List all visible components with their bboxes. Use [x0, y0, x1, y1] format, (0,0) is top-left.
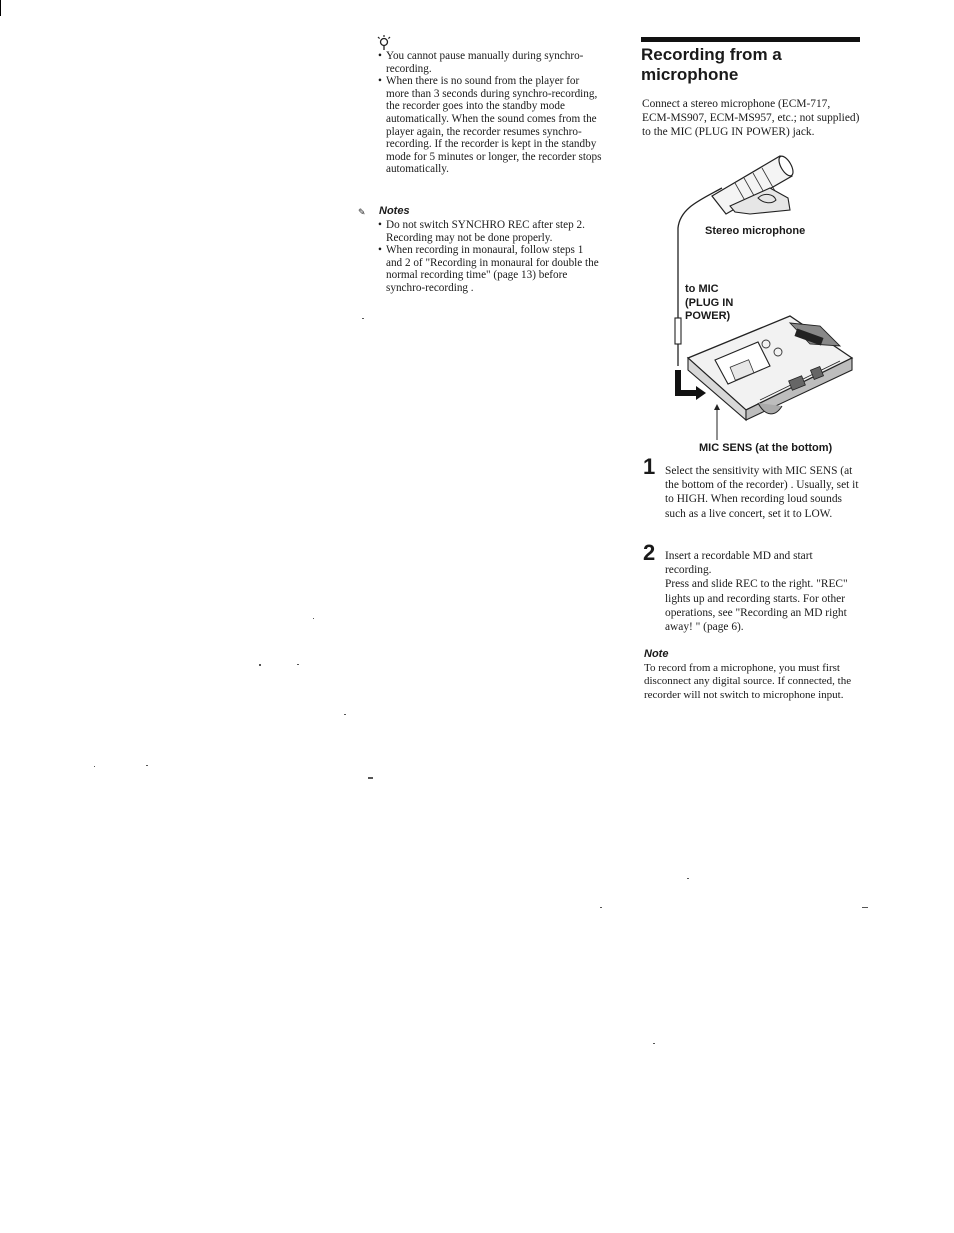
scan-speck [344, 714, 346, 715]
scan-speck [362, 318, 364, 319]
title-rule [641, 37, 860, 42]
tip-item: • When there is no sound from the player for more than 3 seconds during synchro-recording, the recorder goes into the standby mode automatically. When the sound comes from the player again, the recorder resumes synchro-recording. If the recorder is kept in the standby mode for 5 minutes or longer, the recorder stops automatically. [378, 75, 602, 176]
md-recorder-illustration [688, 316, 852, 420]
scan-speck [368, 777, 373, 779]
note-heading: Note [644, 648, 669, 660]
tip-item: • You cannot pause manually during synchro-recording. [378, 50, 602, 75]
scan-speck [146, 765, 148, 766]
notes-list [378, 219, 602, 295]
scan-speck [259, 664, 261, 666]
tips-list [378, 50, 602, 176]
scan-speck [313, 618, 314, 619]
scan-speck [94, 766, 95, 767]
to-mic-label: to MIC (PLUG IN POWER) [685, 283, 734, 323]
step-2-number: 2 [643, 540, 656, 565]
section-title: Recording from a microphone [641, 45, 782, 84]
scan-speck [687, 878, 689, 879]
stereo-microphone-label: Stereo microphone [705, 225, 806, 237]
step-1-text: Select the sensitivity with MIC SENS (at the bottom of the recorder) . Usually, set it to HIGH. When recording loud sounds such as a live concert, set it to LOW. [665, 465, 859, 520]
note-item: • When recording in monaural, follow steps 1 and 2 of "Recording in monaural for double the normal recording time" (page 13) before synchro-recording . [378, 244, 602, 294]
scan-speck [297, 664, 299, 665]
mic-plug [675, 318, 681, 366]
notes-heading: Notes [379, 205, 410, 217]
scan-speck [600, 907, 602, 908]
scan-edge-mark [0, 0, 1, 16]
note-item: • Do not switch SYNCHRO REC after step 2. Recording may not be done properly. [378, 219, 602, 244]
step-2-text: Insert a recordable MD and start recording. Press and slide REC to the right. "REC" lights up and recording starts. For other operations, see "Recording an MD right away! " (page 6). [665, 550, 848, 634]
mic-sens-label: MIC SENS (at the bottom) [699, 442, 833, 454]
intro-paragraph: Connect a stereo microphone (ECM-717, ECM-MS907, ECM-MS957, etc.; not supplied) to the MIC (PLUG IN POWER) jack. [642, 98, 860, 138]
scan-speck [653, 1043, 655, 1044]
stereo-microphone-illustration [712, 154, 796, 214]
step-1-number: 1 [643, 454, 656, 479]
scan-speck [862, 907, 868, 908]
note-paragraph: To record from a microphone, you must first disconnect any digital source. If connected, the recorder will not switch to microphone input. [644, 662, 852, 701]
microphone-connection-diagram [640, 148, 865, 456]
notes-marker-icon: ✎ [358, 207, 366, 217]
